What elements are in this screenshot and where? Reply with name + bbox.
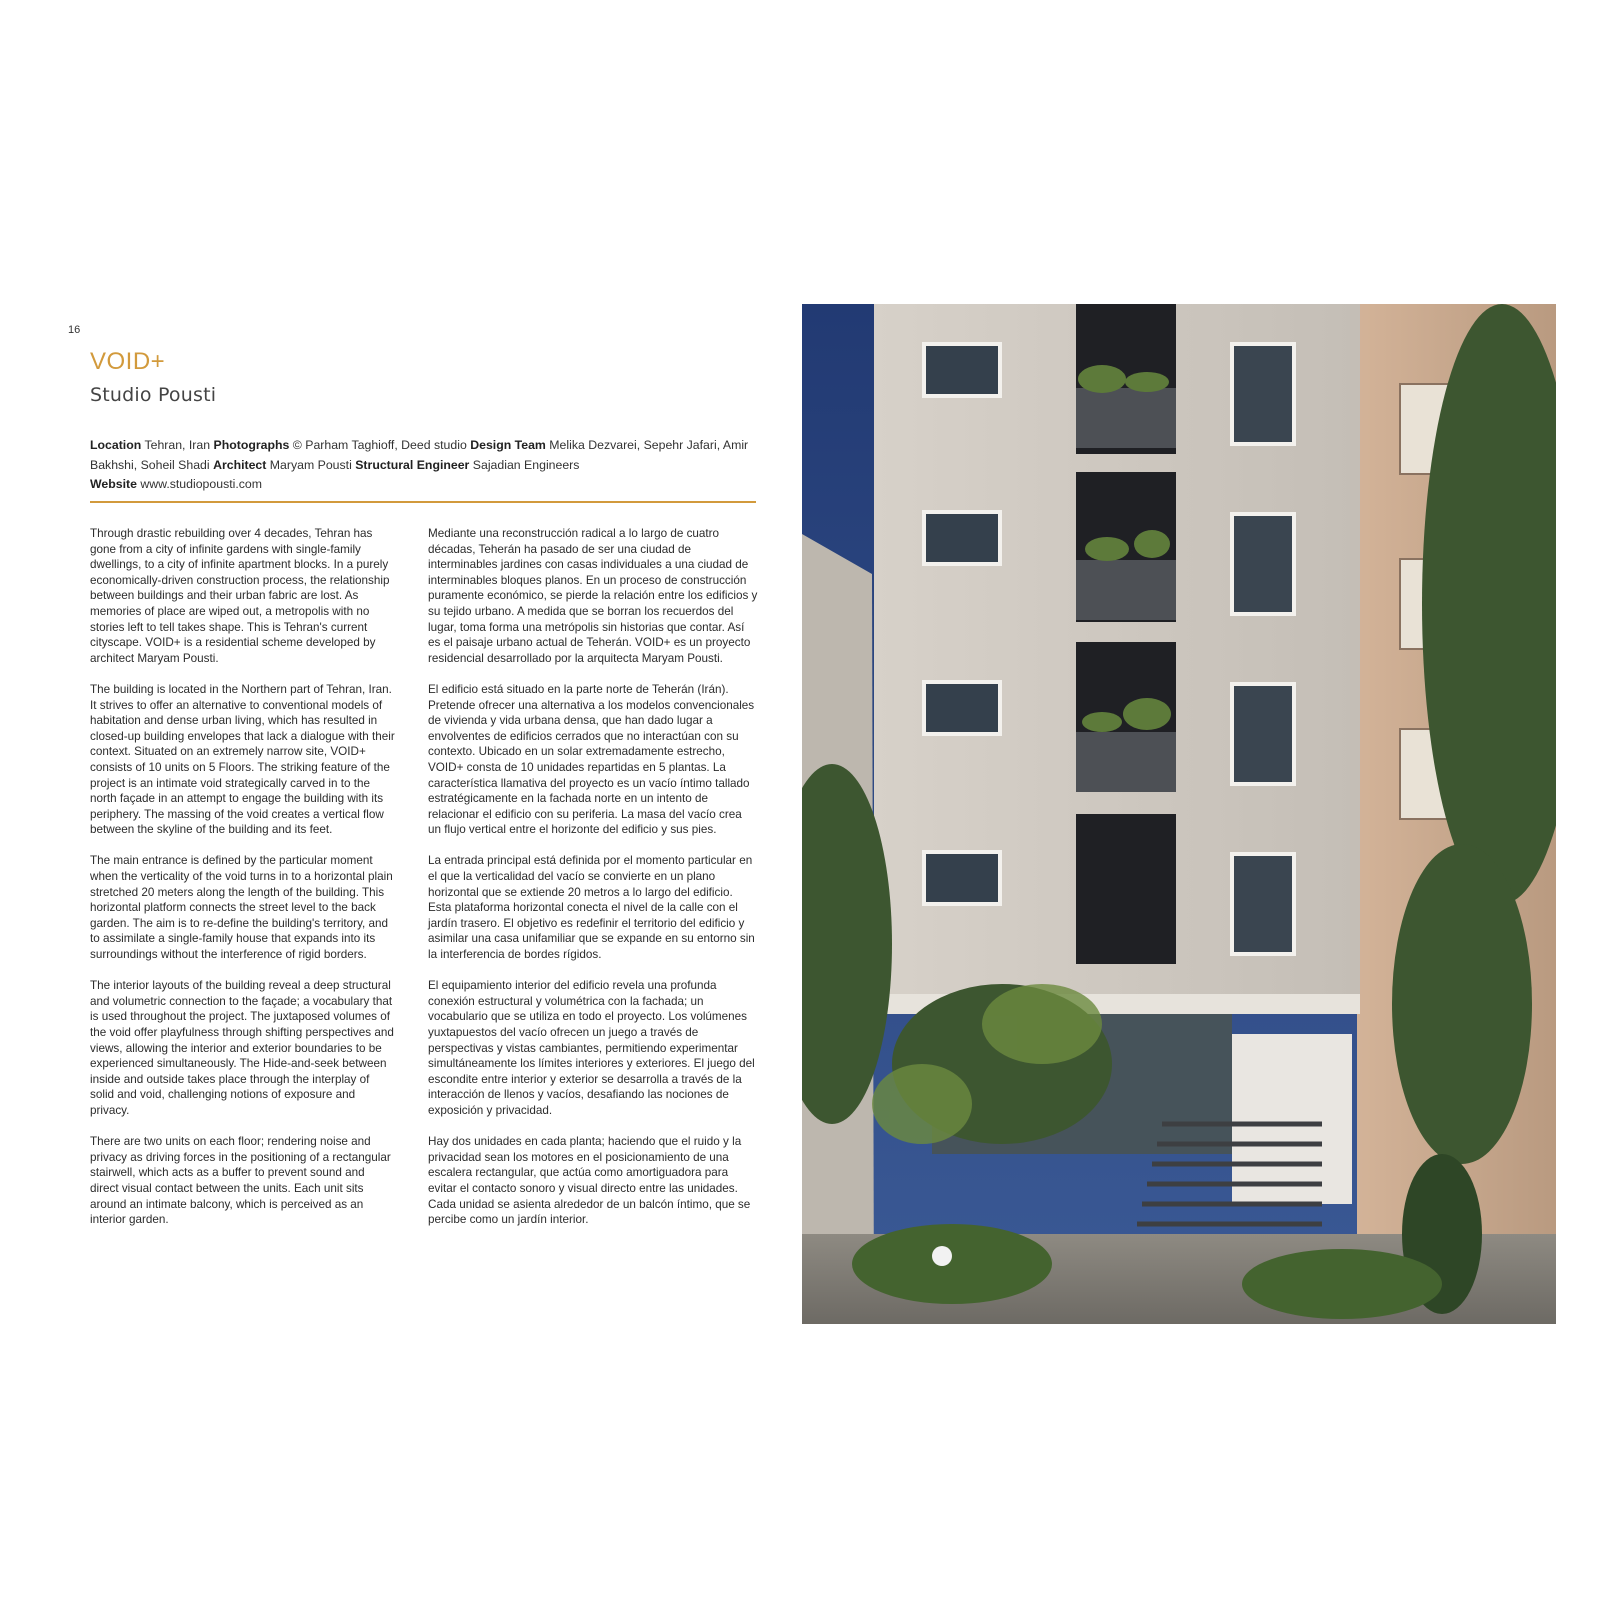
design-team-value: Melika Dezvarei, Sepehr Jafari, Amir Bakhshi, Soheil Shadi	[90, 438, 749, 472]
spanish-paragraph-5: Hay dos unidades en cada planta; haciendo que el ruido y la privacidad sean los motores en el posicionamiento de una escalera rectangular, que actúa como amortiguadora para evitar el contacto sonoro y visual directo entre las unidades. Cada unidad se asienta alrededor de un balcón íntimo, que se percibe como un jardín interior.	[428, 1135, 751, 1227]
building-photo	[802, 304, 1556, 1324]
article-subtitle: Studio Pousti	[90, 384, 217, 406]
page-number: 16	[68, 324, 81, 336]
spanish-column	[428, 526, 758, 1243]
spanish-paragraph-3: La entrada principal está definida por el momento particular en el que la verticalidad del vacío se convierte en un plano horizontal que se extiende 20 metros a lo largo del edificio. Esta plataforma horizontal conecta el nivel de la calle con el jardín trasero. El objetivo es redefinir el territorio del edificio y asimilar una casa unifamiliar que se expande en su entorno sin la interferencia de bordes rígidos.	[428, 854, 755, 962]
english-paragraph-4: The interior layouts of the building reveal a deep structural and volumetric connection to the façade; a vocabulary that is used throughout the project. The juxtaposed volumes of the void offer playfulness through shifting perspectives and views, allowing the interior and exterior boundaries to be experienced simultaneously. The Hide-and-seek between inside and outside takes place through the interplay of solid and void, challenging notions of exposure and privacy.	[90, 979, 394, 1117]
spanish-paragraph-1: Mediante una reconstrucción radical a lo largo de cuatro décadas, Teherán ha pasado de ser una ciudad de interminables jardines con casas individuales a una ciudad de interminables bloques planos. En un proceso de construcción puramente económico, se pierde la relación entre los edificios y su tejido urbano. A medida que se borran los recuerdos del lugar, toma forma una metrópolis sin historias que contar. Así es el paisaje urbano actual de Teherán. VOID+ es un proyecto residencial desarrollado por la arquitecta Maryam Pousti.	[428, 527, 758, 665]
english-column	[90, 526, 396, 1243]
photographs-label: Photographs	[213, 438, 290, 452]
english-paragraph-3: The main entrance is defined by the particular moment when the verticality of the void turns in to a horizontal plain stretched 20 meters along the length of the building. This horizontal platform connects the street level to the back garden. The aim is to re-define the building's territory, and to assimilate a single-family house that expands into its surroundings without the interference of rigid borders.	[90, 854, 393, 962]
website-link[interactable]: www.studiopousti.com	[140, 477, 263, 491]
structural-engineer-label: Structural Engineer	[355, 457, 470, 472]
spanish-paragraph-2: El edificio está situado en la parte norte de Teherán (Irán). Pretende ofrecer una alternativa a los modelos convencionales de vivienda y vida urbana densa, que han dado lugar a envolventes de edificios cerrados que no interactúan con su contexto. Ubicado en un solar extremadamente estrecho, VOID+ consta de 10 unidades repartidas en 5 plantas. La característica llamativa del proyecto es un vacío íntimo tallado estratégicamente en la fachada norte en un intento de relacionar el edificio con su periferia. La masa del vacío crea un flujo vertical entre el horizonte del edificio y sus pies.	[428, 682, 755, 837]
location-value: Tehran, Iran	[144, 438, 211, 452]
article-title: VOID+	[90, 348, 166, 375]
location-label: Location	[90, 438, 142, 452]
accent-rule	[90, 501, 756, 503]
design-team-label: Design Team	[470, 438, 546, 452]
project-credits	[90, 436, 752, 495]
spanish-paragraph-4: El equipamiento interior del edificio revela una profunda conexión estructural y volumétrica con la fachada; un vocabulario que se utiliza en todo el proyecto. Los volúmenes yuxtapuestos del vacío ofrecen un juego a través de perspectivas y vistas cambiantes, permitiendo experimentar simultáneamente los límites interiores y exteriores. El juego del escondite entre interior y exterior se desarrolla a través de la interacción de llenos y vacíos, desafiando las nociones de exposición y privacidad.	[428, 979, 755, 1117]
english-paragraph-2: The building is located in the Northern part of Tehran, Iran. It strives to offer an alternative to conventional models of habitation and dense urban living, which has resulted in closed-up building envelopes that lack a dialogue with their context. Situated on an extremely narrow site, VOID+ consists of 10 units on 5 Floors. The striking feature of the project is an intimate void strategically carved in to the north façade in an attempt to engage the building with its periphery. The massing of the void creates a vertical flow between the skyline of the building and its feet.	[90, 682, 395, 837]
website-label: Website	[90, 477, 137, 491]
english-paragraph-5: There are two units on each floor; rendering noise and privacy as driving forces in the positioning of a rectangular stairwell, which acts as a buffer to prevent sound and direct visual contact between the units. Each unit sits around an intimate balcony, which is perceived as an interior garden.	[90, 1135, 391, 1227]
photographs-value: © Parham Taghioff, Deed studio	[292, 438, 467, 452]
structural-engineer-value: Sajadian Engineers	[472, 457, 580, 472]
garden-lamp	[932, 1246, 952, 1266]
architect-value: Maryam Pousti	[269, 457, 352, 472]
building-photo-illustration	[802, 304, 1556, 1324]
english-paragraph-1: Through drastic rebuilding over 4 decades, Tehran has gone from a city of infinite gardens with single-family dwellings, to a city of infinite apartment blocks. In a purely economically-driven construction process, the relationship between buildings and their urban fabric are lost. As memories of place are wiped out, a metropolis with no stories left to tell takes shape. This is Tehran's current cityscape. VOID+ is a residential scheme developed by architect Maryam Pousti.	[90, 527, 390, 665]
architect-label: Architect	[213, 457, 267, 472]
